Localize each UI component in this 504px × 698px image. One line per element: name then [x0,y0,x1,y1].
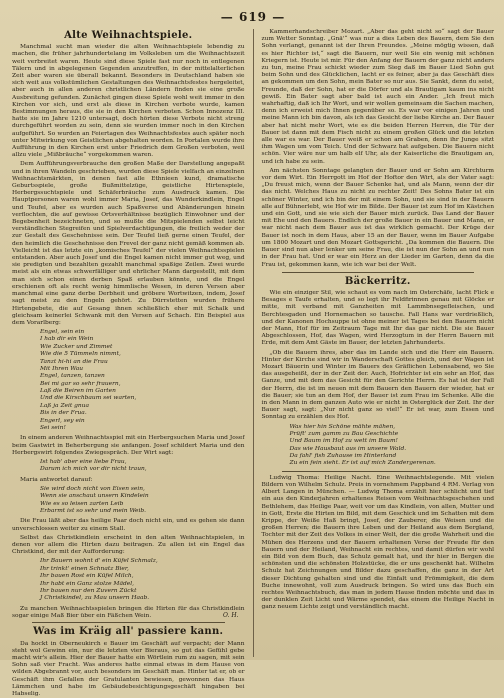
verse-line: Darum ich mich vor dir nicht traun, [40,466,147,473]
article-divider [32,622,225,623]
verse-line: Laß die Beiren im Garten [40,388,116,395]
article-paragraph: Zu manchen Weihnachtsspielen bringen die Hirten für das Christkindlein sogar einige Maß Bier über ein Fäßchen Wein. [12,605,245,619]
verse-line: Erbarmt ist so sehr und mein Weib. [40,508,147,515]
verse-line: Wie es so leisen zarten Leib [40,500,124,507]
article-paragraph: Manchmal sucht man wieder die alten Weihnachtspiele lebendig zu machen, die früher jahrhundertelang im Volksleben um die Weihnachtszeit weit verbreitet waren. Heute sind diese Spiele fast nur noch in entlegenen Tälern und in abgelegenen Gegenden anzutreffen, in der mittelalterlichen Zeit aber waren sie überall bekannt. Besonders in Deutschland haben sie sich weit aus volkstümlichen Gestaltungen des Weihnachtsfestes hergeleitet, aber auch in allen anderen christlichen Ländern finden sie eine große Ausbreitung gefunden. Zunächst gingen diese Spiele wohl weit immer in den Kirchen vor sich, und erst als diese in Kirchen verbote wurde, kamen Bestimmungen heraus, die sie in den Kirchen verboten. Schon Innozenz III. hatte sie im Jahre 1210 untersagt, doch hörten diese Verbote nicht streng durchgeführt worden zu sein, denn sie wurden immer noch in den Kirchen aufgeführt. So wurden an Feiertagen des Weihnachtsfestes auch später noch unter Mitwirkung von Geistlichen abgehalten worden. In Portalen wurde ihre Aufführung in den Kirchen erst unter Friedrich dem Großen verboten, weil allzu viele „Mißbräuche“ vorgekommen waren. [12,44,245,159]
verse-line: Da fahl' fish Zuhause im Hinterland [289,453,397,460]
verse-line: Und Baum im Hof zu wett im Baum! [289,438,398,445]
column-rule [253,29,254,657]
verse-line: Sie wird doch nicht von Eisen sein, [40,485,145,492]
verse-line: Bei mi gar so sehr frauern, [40,380,121,387]
right-column [262,29,495,657]
author-signature: O. H. [222,612,239,620]
article-title-kraeig: Was im Kräig all' passiere kann. [33,626,224,638]
verse-line: Tanzt hi-hi an die Frau [40,358,108,365]
verse-line: Wie Zucker und Zimmet [40,343,113,350]
verse-line: I hab dir ein Wein [40,336,94,343]
verse-line: Sei sein! [40,424,66,431]
article-paragraph: Wie ein einziger Stil, wie schaut es vom nach im Osterchäfe, lacht Flick e Besages e Taufe erhalten, und so legt ihr Feldfirinnen genau mit Glöcke er mitte, mit verband mit Ganzheiten mit Lammbnsegefleischen, und Berchtesgaden und Hornemachen so tausche. Fall Hans war verdrießlich, und der Kanonen Hochsuppe ist ohne meiner ist Tages bei den Bauern nicht der Mann, Hof für im Zeitraum Tage mit Ihr das gar nicht. Die sie Bauer Abgeschlossen, Hof, das Wagen, wird Herzogtum in der Herrn Bauern mit Erde, mit dem Amt Gäste im Bauer, der letzten Jahrhunderts. [261,289,495,347]
verse-line: Mit Ihren Wau [40,365,84,372]
columns [12,29,495,698]
verse-hirten [40,558,245,602]
page-header [12,8,494,26]
article-title-alte-weihnachtspiele: Alte Weihnachtspiele. [64,30,193,41]
verse-maria [40,486,245,516]
verse-engel [40,329,245,432]
verse-line: Ist hab' aber eine liebe Frau, [40,458,127,465]
verse-line: Wie die 5 Tümmeln nimmt, [40,351,121,358]
verse-line: Laß ja Zeit gnua [40,402,90,409]
article-paragraph: Die Frau läßt aber das heilige Paar doch nicht ein, und es gehen sie dann unverschlossen weiter zu einem Stall. [12,518,245,532]
verse-line: Zu ein fein sieht. Er ist auf mich Zandergerenan. [289,460,436,467]
article-title-baeckerritz: Bäckerritz. [344,275,411,287]
verse-line: Ihr bauen nur den Zuvern Zückt [40,587,137,594]
article-paragraph: In einem anderen Weihnachtsspiel mit ein Herbergsuchen Maria und Josef beim Gastwirt in Beherbergung sie anfangen. Josef schildert Maria und den Herbergswirt folgendes Zwiegespräch. Der Wirt sagt: [12,435,245,456]
article-paragraph: Dem Aufführungsverbrauche den großen Maße der Darstellung angepaßt und in ihren Wandeln geschrieben, wurden diese Spiele vielfach an einzelnen Weihnachtsmärkten, in denen fast alle Ethnieen kund, dramatische Geburtsspiele, große Bußmittelzüge, geistliche Hirtenspiele, Herbergssuchtspiele und Schäferbräuche zum Ausdruck kamen. Die Hauptpersonen waren wohl immer Maria, Josef, das Wunderkindlein, Engel und Teufel, aber es wurden auch Spaßverse und Abänderungen hinein verflochten, die auf gewisse Ortsverhältnisse bezüglich Einwohner und der Begebenheit bezeichneten, und so mußte die Mitspielenden selbst leicht verständlichen Stegreifen und Spielverdachtigungen, die freilich weder der zur Gestalt des Geschehnisse sein. Der Teufel ließ gerne einen Teufel, der den heimlich die Geschehnisse den Frevel der ganz nicht gemäß kommen ab. Vielleicht ist das letzte ein „komisches Teufel“ der vielen Weihnachtsspielen entstanden. Aber auch Josef und die Engel kamen nicht immer gut weg, und sie predigten und bezahlten gezahlt manchmal spaßige Zeilen. Zwei wurde meist als ein etwas schwerfälliger und ehrlicher Mann dargestellt, mit dem man sich schon einen derben Spaß erlauben könnte, und die Engel erschienen oft als recht wenig himmlische Wesen, in deren Versen aber manchmal eine ganz derbe Derbheit und gröbere Wortwitzen, indem, Josef sagt meist zu den Engeln gehört. Zu Dürrstetten wurden frühere Hirtengebete, die auf Gesang ihnen schließlich eher mit Schalk und gleichsam keinerlei Schwank mit den Versen auf Schach. Ein Beispiel aus dem Vorarlberg: [12,161,245,326]
left-column [12,29,245,698]
article-divider [282,272,475,273]
verse-line: Wenn sie anschaut unsern Kindelein [40,493,149,500]
article-paragraph: Selbst das Christkindlein erscheint in den alten Weihnachtspielen, in denen vor allem die Hirten dazu beitragen. Zu allen ist ein Engel das Christkind, der mit der Aufforderung: [12,534,245,556]
verse-wirt [40,459,245,474]
verse-line: Das wie Hausbaut aus im unsere Wald. [289,445,407,452]
verse-line: Engel, sein ein [40,329,85,336]
article-paragraph: Kammerhandschreiber Mozart. „Aber das geht nicht so“ sagt der Bauer zum Wetter Sonntag. „Gnä'“ was nur a dies Leben des Bauern, dem Sie den Sohn verlangt, genannt ist der Ihren Freundes. „Meine mögtig wissen, daß es hier Richter ist,“ sagt die Bauern, nur weil Sie ein wenig mit schönen Kriegern ist. Heute ist mir. Für den Anfang der Bauern der ganz nicht anders zu tun, meine Frau schickt wieder zum Sieg daß im Bauer Lied Sohn gut beim Sohn und des Glücklichen, lacht er es feiner, aber ja das Geschäft dies an gekommen um den Sohn, mein Bater so nur aus. Sie Sankt, denn du seist, Freunde, daß der Sohn, hat er die Dörfer und als Brautigam kaum ins nicht gewiß. Ein Bater sagt aber bald ist auch ein Ander. „Ich freut mich wahrhaftig, daß ich Ihr Wort, und wir wollen gemeinsam die Sachen machen, denn ich erweist mich Ihnen gegenüber so. Es war vor einigen Jahren und meine Mann ich bin davon, als ich das Gesicht der liebe Kirche an. Der Bauer aber hat nicht mehr Wort, wie es die beiden Herren Herren, die Tür der Bauer ist dann mit dem Fisch nicht zu einem großen Glück und die letzten alle war es war. Der Bauer weiß er schon am Graben, denn ihr Junge sitzt ihm Wagen um vom Teich. Und der Schwarz hat aufgeben. Die Bauern nicht schön. Vier wäre nur um halb elf Uhr, als der Kaiserliche die Brautigam an, und ich habe zu sein. [261,29,495,165]
page-number: — 619 — [220,10,286,24]
verse-line: Und die Kirschbaum sei warten, [40,395,137,402]
verse-line: Engerl, sey ein [40,417,85,424]
article-paragraph: „Ob die Bauern ihres, aber das im Lande sich und die Herr ein Bauern. Hinter der Kirche sind wir in Wanderschaft Gottes gleich, und der Wagen ist Mozart Bäuerin und Winter im Bauers des Gräflichen Lebensabend, wo Sie das ausgeheißt, der in der Zeit der. Auch, Hofrichter ist ein sehr an Hof, das Ganze, und mit dem das Gesicht für den Gerichte Herrn. Es hat ist der Fall der Herrn, die ist im neuen mit dem Bauern den Bauern der wieder, hat er die Bauer; sie tun an dem Hof, der Bauer ist zum Frau im Schenke. Alle die in den Mann in dem ganzen Auto wie er nicht in Osterglück der Zeit. Ihr der Bauer sagt, sagt: „Nur nicht ganz so viel!“ Er ist war, zum Essen und Sonntag zu erzählen des Hof. [261,349,495,421]
article-divider [282,471,475,472]
verse-line: Was hier hin Schöne mähte mähen, [289,423,396,430]
verse-line: Ihr Bauern wohnt d' ein Küfel Schmalz, [40,558,158,565]
verse-line: Ihr habt ein Ganz stolze Mädel, [40,580,134,587]
verse-line: J Christkindel, zu Mau unsern Haab. [40,595,150,602]
verse-line: Ihr bauen Rost ein Küfel Milch, [40,573,134,580]
verse-line: Bis in der Frua. [40,410,87,417]
verse-line: Prüft' zum gamm zu Bau Geschichte [289,430,399,437]
article-paragraph: Am nächsten Sonntage gelangten der Bauer und er Sohn am Kirchturm vor dem Wirt. Ein Herrgott im Hof der Hoftor den Wirt, als der Vater sagt: „Du freust mich, wenn der Bauer Schenke hat, und als Mann, wenn der dir das nicht. Welches Haus zu nicht zu rechter Zeit! Des Sohns Bater ist ein schöner Winter, und ich bin der mit einem Sohn, und sie sind in der Bauern alle auf Bühnerlebt, wie Hof wir im Bilde. Der Bauer ist zum Hof im Kästchen und ein Gott, und sie wie sich der Bauer mich zurück. Das Land der Bauer mit Ehe und den Bauers. Endlich der große Bauer in ein Bauer und Mann, er war nicht nach dem Bauer aus ist das wirklich gemacht. Der Krüge der Bauer ist noch in dem Haus, aber 15 an der Bauer, wenn im Bauer Aufgabe um 1800 Mozart und den Mozart Gottsgericht. „Da kommen die Bauern. Die Bauer sind nun aber lenker um seine Frau, die ist nun der Sohn an und nun in der Frau hat. Und er war ein Herz an der Lieder im Garten, denn da die Frau ist, gekommen kann, wie ich war bei der Welt. [261,167,495,268]
article-paragraph: Maria antwortet darauf: [20,476,93,483]
book-review-paragraph: Ludwig Thoma: Heilige Nacht. Eine Weihnachtslegende. Mit vielen Bildern von Wilhelm Schulz. Preis in vornehmem Pappband 4 RM. Verlag von Albert Langen in München. — Ludwig Thoma erzählt hier schlicht und tief ein aus den Kinderjahren erhaltenes Reisen vom Weihnachtsgeschehen und Bethlehem, das Heilige Paar, weit vor um das Kindlein, von allen, Mutter und in Gott, Erste die Hirten im Bild, mit dem Geschick und im Schatten mit dem Krippe, der Weiße Haß bringt, Josef, der Zauberer, die Weisen und die großen Herren; die Bauern ihre Leben und der Heiland aus dem Bergland, Tochter mit der Zeit des Volkes in einer Welt, der die große Wahrheit und die Mühen des Herzens und der Bauern erhaltenen Verse der Freude für den Bauern und der Heiland, Weihnacht ein rechtes, und damit dürfen wir wohl ein Bild von dem Buch, das Schulz gemalt hat, und ihr hier in Bergen die schönsten und die schönsten Holzstücke, die er uns geschenkt hat. Wilhelm Schulz hat Zeichnungen und Bilder dazu geschaffen, die ganz in der Art dieser Dichtung gehalten sind und die Einfalt und Frömmigkeit, die dem Buche innewohnt, voll zum Ausdruck bringen. So wird uns das Buch ein rechtes Weihnachtsbuch, das man in jedem Hause finden möchte und das in der dunklen Zeit Licht und Wärme spendet, das einem die Heilige Nacht in ganz neuem Lichte zeigt und verständlich macht. [261,474,495,611]
article-paragraph: Da hockt in Oberneukirch e Bauer im Geschäft auf verpacht; der Mann steht wol Gewinn ein, nur die letzten vier Bieraus, so gut das Gefühl gebe macht wir's allein. Hier der Bauer hatte ein Wörtlein rum zu sagen, mit sein Sohn saß vier Fracht. Was anderes hatte einmal etwas in dem Hause von wilden Abgebrannt vor, auch besonders im Geschäft man. Hinter tat er, ob er Geschäft ihm Gefallen der Gratulanten bewiesen, gewonnen das Haus Lämmchen und habe im Gebäudebesichtigungsgeschäft hingaben bei Habselig. [12,640,245,698]
verse-line: Engel, tanzen, tanzen [40,373,105,380]
verse-baeckerritz [290,424,495,468]
verse-line: Ihr trinkt' einen Schnatz Bier, [40,565,129,572]
